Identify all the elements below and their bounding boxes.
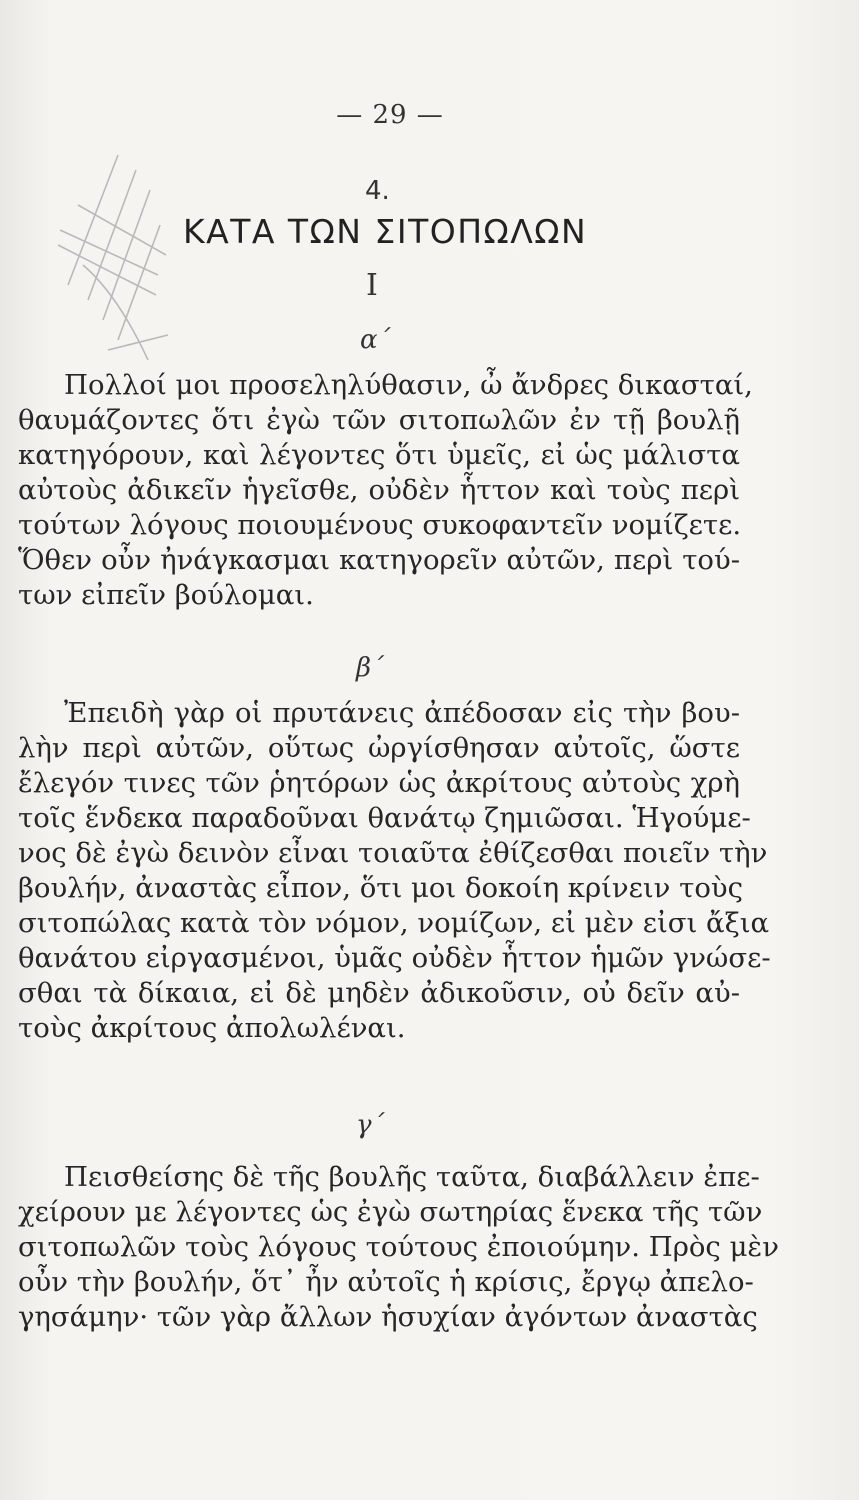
text-line: λὴν περὶ αὐτῶν, οὕτως ὠργίσθησαν αὐτοῖς, ὥστε — [18, 732, 740, 764]
text-line: θανάτου εἰργασμένοι, ὑμᾶς οὐδὲν ἧττον ἡμῶν γνώσε- — [18, 942, 771, 974]
text-line: χείρουν με λέγοντες ὡς ἐγὼ σωτηρίας ἕνεκα τῆς τῶν — [18, 1196, 763, 1228]
text-line: σιτοπώλας κατὰ τὸν νόμον, νομίζων, εἰ μὲν εἰσι ἄξια — [18, 907, 770, 939]
text-line: τοῖς ἕνδεκα παραδοῦναι θανάτῳ ζημιῶσαι. Ἡγούμε- — [18, 802, 751, 834]
text-line: νος δὲ ἐγὼ δεινὸν εἶναι τοιαῦτα ἐθίζεσθαι ποιεῖν τὴν — [18, 837, 768, 869]
text-line: θαυμάζοντες ὅτι ἐγὼ τῶν σιτοπωλῶν ἐν τῇ βουλῇ — [18, 404, 740, 436]
text-line: σιτοπωλῶν τοὺς λόγους τούτους ἐποιούμην. Πρὸς μὲν — [18, 1231, 779, 1263]
section-letter-gamma: γ΄ — [356, 1110, 385, 1140]
speech-number: 4. — [365, 176, 390, 206]
paragraph-gamma — [18, 1160, 779, 1335]
text-line: γησάμην· τῶν γὰρ ἄλλων ἡσυχίαν ἀγόντων ἀναστὰς — [18, 1301, 758, 1333]
text-line: Πολλοί μοι προσεληλύθασιν, ὦ ἄνδρες δικασταί, — [64, 369, 753, 401]
speech-title: ΚΑΤΑ ΤΩΝ ΣΙΤΟΠΩΛΩΝ — [183, 212, 588, 251]
paragraph-beta — [18, 696, 771, 1046]
text-line: των εἰπεῖν βούλομαι. — [18, 579, 314, 611]
section-letter-alpha: α΄ — [360, 325, 391, 355]
paragraph-alpha — [18, 368, 753, 613]
text-line: οὖν τὴν βουλήν, ὅτ᾽ ἦν αὐτοῖς ἡ κρίσις, ἔργῳ ἀπελο- — [18, 1266, 754, 1298]
pencil-scribble-mark — [48, 135, 178, 375]
text-line: τούτων λόγους ποιουμένους συκοφαντεῖν νομίζετε. — [18, 509, 742, 541]
text-line: Πεισθείσης δὲ τῆς βουλῆς ταῦτα, διαβάλλειν ἐπε- — [64, 1161, 760, 1193]
text-line: κατηγόρουν, καὶ λέγοντες ὅτι ὑμεῖς, εἰ ὡς μάλιστα — [18, 439, 740, 471]
text-line: Ἐπειδὴ γὰρ οἱ πρυτάνεις ἀπέδοσαν εἰς τὴν βου- — [64, 697, 740, 729]
part-numeral: I — [366, 268, 378, 303]
page-number: — 29 — — [336, 100, 444, 130]
section-letter-beta: β΄ — [356, 653, 385, 683]
text-line: βουλήν, ἀναστὰς εἶπον, ὅτι μοι δοκοίη κρίνειν τοὺς — [18, 872, 744, 904]
text-line: Ὅθεν οὖν ἠνάγκασμαι κατηγορεῖν αὐτῶν, περὶ τού- — [18, 544, 740, 576]
text-line: αὐτοὺς ἀδικεῖν ἡγεῖσθε, οὐδὲν ἧττον καὶ τοὺς περὶ — [18, 474, 740, 506]
text-line: ἔλεγόν τινες τῶν ῥητόρων ὡς ἀκρίτους αὐτοὺς χρὴ — [18, 767, 740, 799]
text-line: τοὺς ἀκρίτους ἀπολωλέναι. — [18, 1012, 406, 1044]
text-line: σθαι τὰ δίκαια, εἰ δὲ μηδὲν ἀδικοῦσιν, οὐ δεῖν αὐ- — [18, 977, 740, 1009]
